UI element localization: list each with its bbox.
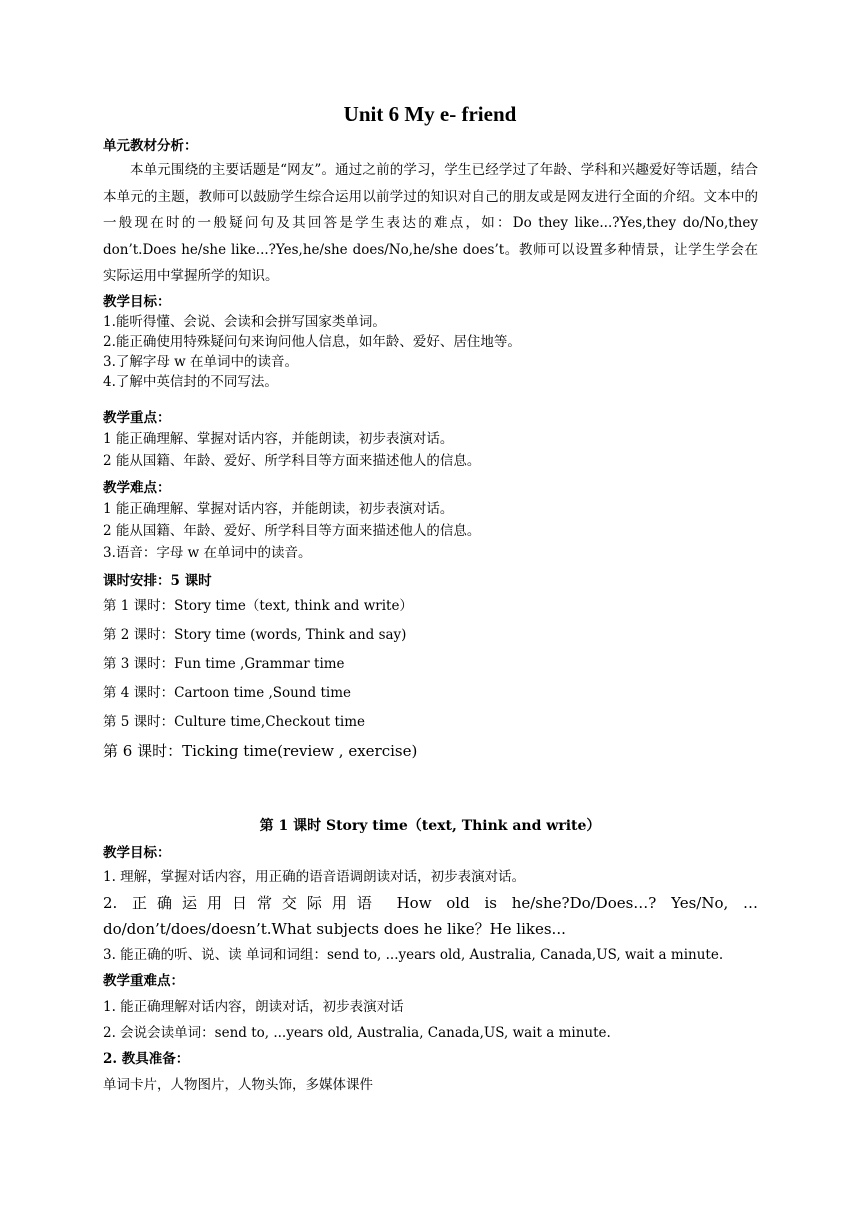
lesson1-key2: 2. 会说会读单词：send to, ...years old, Australia, Canada,US, wait a minute.	[103, 1025, 611, 1041]
analysis-section	[103, 136, 758, 290]
lesson1-goals-heading: 教学目标：	[103, 845, 171, 861]
schedule-item: 第 3 课时：Fun time ,Grammar time	[103, 656, 345, 672]
difficulties-section	[103, 478, 758, 564]
lesson1-title: 第 1 课时 Story time（text, Think and write）	[259, 818, 601, 834]
key-points-section	[103, 408, 758, 472]
goals-section	[103, 292, 758, 392]
goals-heading: 教学目标：	[103, 294, 171, 310]
lesson1-prep-heading: 2. 教具准备：	[103, 1051, 190, 1067]
schedule-item: 第 5 课时：Culture time,Checkout time	[103, 714, 366, 730]
goal-item: 3.了解字母 w 在单词中的读音。	[103, 354, 299, 370]
key-point-item: 2 能从国籍、年龄、爱好、所学科目等方面来描述他人的信息。	[103, 453, 481, 469]
lesson1-goal2-line1: 2. 正确运用日常交际用语 How old is he/she?Do/Does…? Yes/No, …	[103, 894, 758, 912]
difficulty-item: 1 能正确理解、掌握对话内容，并能朗读，初步表演对话。	[103, 501, 454, 517]
schedule-heading: 课时安排：5 课时	[103, 573, 212, 589]
key-points-heading: 教学重点：	[103, 410, 171, 426]
lesson1-goal1: 1. 理解，掌握对话内容，用正确的语音语调朗读对话，初步表演对话。	[103, 869, 526, 885]
schedule-section	[103, 570, 758, 766]
analysis-paragraph: 本单元围绕的主要话题是“网友”。通过之前的学习，学生已经学过了年龄、学科和兴趣爱好等话题，结合本单元的主题，教师可以鼓励学生综合运用以前学过的知识对自己的朋友或是网友进行全面的介绍。文本中的一般现在时的一般疑问句及其回答是学生表达的难点，如：Do they like...?Yes,they do/No,they don’t.Does he/she like...?Yes,he/she does/No,he/she does’t。教师可以设置多种情景，让学生学会在实际运用中掌握所学的知识。	[103, 162, 758, 284]
key-point-item: 1 能正确理解、掌握对话内容，并能朗读，初步表演对话。	[103, 431, 454, 447]
lesson1-key1: 1. 能正确理解对话内容，朗读对话，初步表演对话	[103, 999, 404, 1015]
difficulty-item: 2 能从国籍、年龄、爱好、所学科目等方面来描述他人的信息。	[103, 523, 481, 539]
lesson1-goal2-line2: do/don’t/does/doesn’t.What subjects does he like？He likes...	[103, 920, 566, 938]
analysis-heading: 单元教材分析：	[103, 138, 198, 154]
lesson1-prep: 单词卡片，人物图片，人物头饰，多媒体课件	[103, 1077, 373, 1093]
lesson1-goal3: 3. 能正确的听、说、读 单词和词组：send to, ...years old, Australia, Canada,US, wait a minute.	[103, 947, 724, 963]
schedule-item: 第 6 课时：Ticking time(review , exercise)	[103, 742, 418, 760]
difficulty-item: 3.语音：字母 w 在单词中的读音。	[103, 545, 312, 561]
unit-title: Unit 6 My e- friend	[343, 102, 517, 126]
goal-item: 4.了解中英信封的不同写法。	[103, 374, 278, 390]
difficulties-heading: 教学难点：	[103, 480, 171, 496]
goal-item: 2.能正确使用特殊疑问句来询问他人信息，如年龄、爱好、居住地等。	[103, 334, 521, 350]
goal-item: 1.能听得懂、会说、会读和会拼写国家类单词。	[103, 314, 386, 330]
lesson1-key-heading: 教学重难点：	[103, 973, 184, 989]
schedule-item: 第 1 课时：Story time（text, think and write）	[103, 598, 413, 614]
schedule-item: 第 2 课时：Story time (words, Think and say)	[103, 627, 407, 643]
schedule-item: 第 4 课时：Cartoon time ,Sound time	[103, 685, 352, 701]
lesson1-section	[103, 842, 758, 1098]
